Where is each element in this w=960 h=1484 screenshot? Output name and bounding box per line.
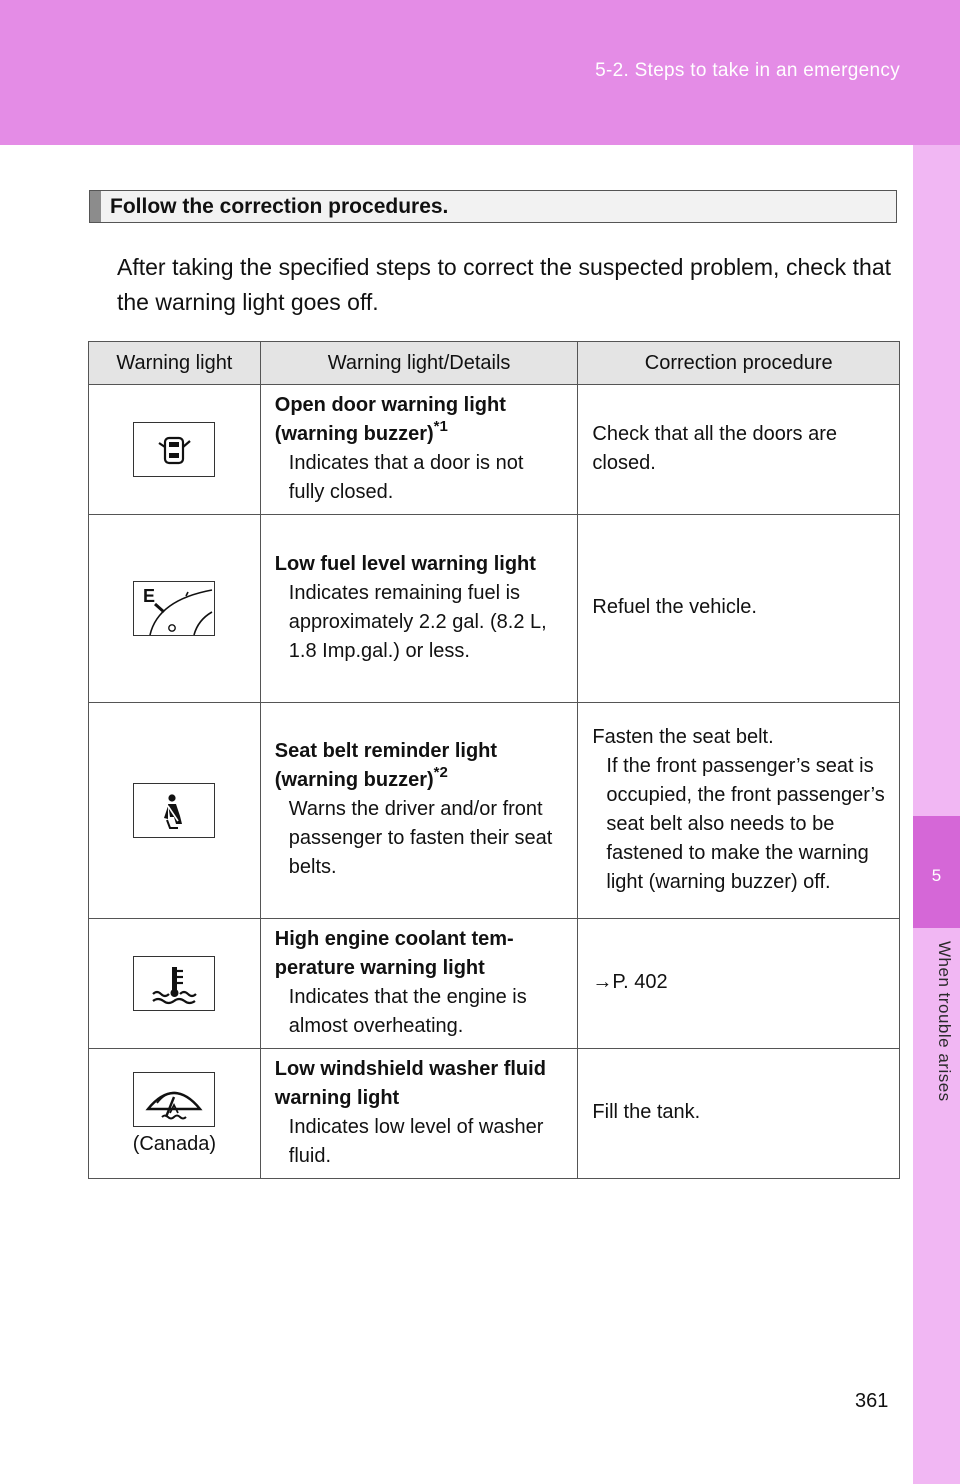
- table-row: [89, 919, 900, 1049]
- procedure-text: Fasten the seat belt.: [592, 725, 774, 748]
- chapter-tab: [913, 816, 960, 928]
- light-title: High engine coolant tem-perature warning light: [274, 927, 514, 979]
- light-title: Low fuel level warning light: [274, 552, 536, 575]
- procedure-cell: [578, 515, 900, 703]
- column-header-warning-light: Warning light: [89, 342, 261, 385]
- page-number: 361: [855, 1390, 889, 1412]
- table-row: [89, 515, 900, 703]
- procedure-text: Fill the tank.: [592, 1101, 701, 1123]
- procedure-cell: [578, 385, 900, 515]
- footnote-mark: *2: [433, 764, 448, 781]
- washer-fluid-icon: [133, 1072, 215, 1127]
- light-description: Indicates that a door is not fully closed.: [288, 451, 524, 503]
- procedure-cell: [578, 1049, 900, 1179]
- warning-light-cell: [89, 1049, 261, 1179]
- fuel-gauge-icon: [133, 581, 215, 636]
- table-row: [89, 703, 900, 919]
- svg-text:E: E: [143, 586, 156, 606]
- table-header-row: [89, 342, 900, 385]
- warning-light-cell: [89, 703, 261, 919]
- light-description: Indicates low level of washer fluid.: [288, 1115, 544, 1167]
- table-row: [89, 1049, 900, 1179]
- column-header-details: Warning light/Details: [260, 342, 578, 385]
- column-header-procedure: Correction procedure: [578, 342, 900, 385]
- warning-light-cell: [89, 919, 261, 1049]
- heading-accent: [90, 191, 101, 222]
- chapter-sidebar: [913, 145, 960, 1484]
- procedure-cell: [578, 703, 900, 919]
- chapter-title: When trouble arises: [935, 941, 954, 1102]
- region-note: (Canada): [132, 1132, 217, 1155]
- details-cell: [260, 385, 578, 515]
- details-cell: [260, 1049, 578, 1179]
- procedure-cell: [578, 919, 900, 1049]
- procedure-text: Check that all the doors are closed.: [592, 422, 837, 474]
- procedure-subtext: If the front passenger’s seat is occupied, the front passenger’s seat belt also needs to be fastened to make the warning light (warning buzzer) off.: [606, 754, 885, 893]
- heading-text: Follow the correction procedures.: [110, 195, 449, 218]
- footnote-mark: *1: [433, 417, 448, 435]
- details-cell: [260, 515, 578, 703]
- intro-paragraph: After taking the specified steps to correct the suspected problem, check that the warning light goes off.: [117, 254, 891, 315]
- light-description: Indicates remaining fuel is approximately 2.2 gal. (8.2 L, 1.8 Imp.gal.) or less.: [288, 581, 547, 662]
- light-description: Indicates that the engine is almost overheating.: [288, 985, 527, 1037]
- warning-light-cell: [89, 515, 261, 703]
- light-title: Seat belt reminder light (warning buzzer): [274, 740, 498, 791]
- chapter-number: 5: [931, 866, 942, 885]
- procedure-heading: [89, 190, 897, 223]
- open-door-icon: [133, 422, 215, 477]
- details-cell: [260, 919, 578, 1049]
- table-row: [89, 385, 900, 515]
- section-title: 5-2. Steps to take in an emergency: [595, 60, 900, 81]
- seat-belt-icon: [133, 783, 215, 838]
- light-title: Low windshield washer fluid warning light: [274, 1057, 546, 1109]
- warning-light-cell: [89, 385, 261, 515]
- coolant-temperature-icon: [133, 956, 215, 1011]
- warning-light-table: [88, 341, 900, 1179]
- light-description: Warns the driver and/or front passenger to fasten their seat belts.: [288, 798, 553, 878]
- procedure-text: Refuel the vehicle.: [592, 596, 757, 618]
- light-title: Open door warning light (warning buzzer): [274, 393, 506, 445]
- header-bar: [0, 0, 960, 145]
- details-cell: [260, 703, 578, 919]
- procedure-text: →P. 402: [592, 971, 668, 993]
